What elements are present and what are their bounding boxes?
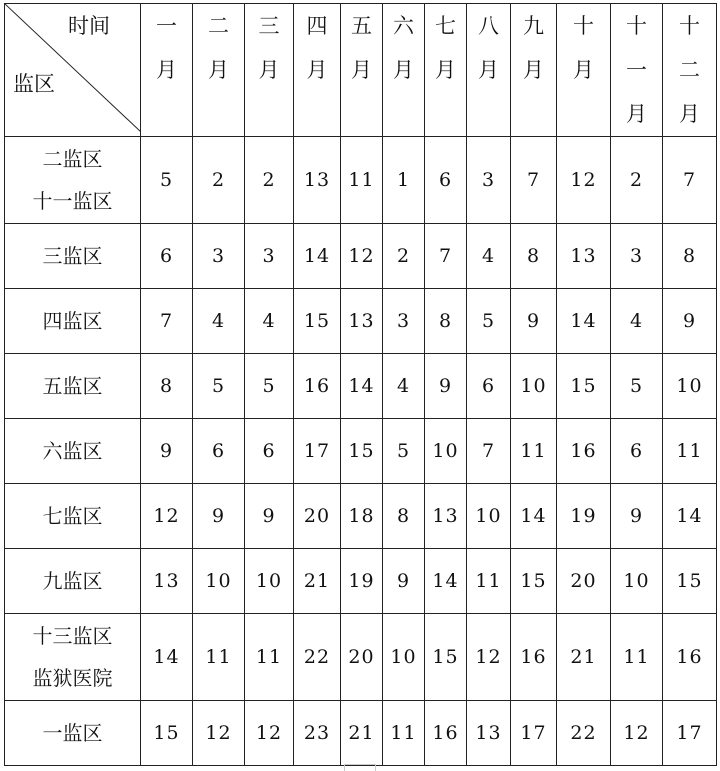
day-cell: 14	[294, 224, 341, 289]
day-cell: 3	[383, 289, 425, 354]
day-cell: 11	[663, 419, 717, 484]
day-cell: 4	[611, 289, 663, 354]
day-cell: 6	[245, 419, 294, 484]
day-cell: 10	[383, 614, 425, 701]
day-cell: 11	[245, 614, 294, 701]
region-cell	[5, 224, 141, 289]
month-header-char: 月	[306, 58, 328, 82]
month-header-char: 月	[478, 58, 499, 82]
day-cell: 11	[193, 614, 245, 701]
month-header-9	[511, 4, 557, 137]
day-cell: 9	[193, 484, 245, 549]
day-cell: 11	[511, 419, 557, 484]
day-cell: 4	[467, 224, 511, 289]
region-name: 十一监区	[32, 189, 113, 213]
day-cell: 21	[341, 701, 383, 766]
day-cell: 15	[141, 701, 193, 766]
month-header-3	[245, 4, 294, 137]
region-cell	[5, 419, 141, 484]
day-cell: 9	[663, 289, 717, 354]
day-cell: 5	[141, 137, 193, 224]
day-cell: 2	[245, 137, 294, 224]
day-cell: 13	[425, 484, 467, 549]
day-cell: 6	[425, 137, 467, 224]
day-cell: 2	[193, 137, 245, 224]
day-cell: 16	[511, 614, 557, 701]
month-header-char: 一	[626, 58, 647, 82]
day-cell: 23	[294, 701, 341, 766]
month-header-char: 八	[478, 14, 499, 38]
day-cell: 7	[663, 137, 717, 224]
month-header-10	[557, 4, 611, 137]
day-cell: 10	[425, 419, 467, 484]
region-name: 一监区	[42, 721, 103, 745]
month-header-char: 月	[351, 58, 372, 82]
corner-header-cell	[5, 4, 141, 137]
month-header-char: 六	[393, 14, 414, 38]
day-cell: 5	[383, 419, 425, 484]
day-cell: 9	[611, 484, 663, 549]
day-cell: 10	[467, 484, 511, 549]
day-cell: 16	[557, 419, 611, 484]
table-row	[5, 484, 717, 549]
day-cell: 22	[557, 701, 611, 766]
region-name: 二监区	[42, 147, 103, 171]
month-header-char: 月	[573, 58, 594, 82]
month-header-char: 十	[679, 14, 700, 38]
month-header-char: 月	[523, 58, 544, 82]
day-cell: 20	[294, 484, 341, 549]
day-cell: 10	[663, 354, 717, 419]
day-cell: 10	[511, 354, 557, 419]
month-header-7	[425, 4, 467, 137]
day-cell: 16	[294, 354, 341, 419]
day-cell: 6	[193, 419, 245, 484]
day-cell: 11	[341, 137, 383, 224]
month-header-char: 月	[626, 102, 647, 126]
month-header-char: 月	[393, 58, 414, 82]
day-cell: 17	[294, 419, 341, 484]
month-header-char: 十	[626, 14, 647, 38]
day-cell: 14	[557, 289, 611, 354]
month-header-char: 四	[306, 14, 328, 38]
day-cell: 3	[467, 137, 511, 224]
month-header-11	[611, 4, 663, 137]
day-cell: 5	[611, 354, 663, 419]
region-cell	[5, 484, 141, 549]
day-cell: 14	[663, 484, 717, 549]
region-name: 监狱医院	[32, 666, 113, 690]
header-row	[5, 4, 717, 137]
day-cell: 15	[511, 549, 557, 614]
table-row	[5, 614, 717, 701]
table-row	[5, 701, 717, 766]
day-cell: 12	[245, 701, 294, 766]
schedule-table	[4, 3, 717, 766]
region-name: 七监区	[42, 504, 103, 528]
day-cell: 8	[383, 484, 425, 549]
day-cell: 6	[611, 419, 663, 484]
day-cell: 20	[557, 549, 611, 614]
region-name: 五监区	[42, 374, 103, 398]
month-header-char: 九	[523, 14, 544, 38]
day-cell: 15	[663, 549, 717, 614]
day-cell: 7	[467, 419, 511, 484]
month-header-char: 月	[679, 102, 700, 126]
day-cell: 3	[193, 224, 245, 289]
region-name: 九监区	[42, 569, 103, 593]
day-cell: 13	[557, 224, 611, 289]
day-cell: 6	[467, 354, 511, 419]
day-cell: 1	[383, 137, 425, 224]
day-cell: 15	[557, 354, 611, 419]
day-cell: 12	[467, 614, 511, 701]
day-cell: 5	[193, 354, 245, 419]
region-cell	[5, 701, 141, 766]
day-cell: 4	[383, 354, 425, 419]
month-header-2	[193, 4, 245, 137]
day-cell: 8	[141, 354, 193, 419]
day-cell: 17	[511, 701, 557, 766]
region-name: 三监区	[42, 244, 103, 268]
day-cell: 7	[141, 289, 193, 354]
day-cell: 14	[141, 614, 193, 701]
month-header-char: 月	[435, 58, 456, 82]
day-cell: 11	[611, 614, 663, 701]
day-cell: 4	[245, 289, 294, 354]
day-cell: 9	[425, 354, 467, 419]
day-cell: 16	[663, 614, 717, 701]
day-cell: 12	[193, 701, 245, 766]
month-header-6	[383, 4, 425, 137]
day-cell: 8	[425, 289, 467, 354]
month-header-char: 三	[258, 14, 280, 38]
day-cell: 11	[467, 549, 511, 614]
day-cell: 14	[511, 484, 557, 549]
day-cell: 3	[611, 224, 663, 289]
day-cell: 12	[141, 484, 193, 549]
day-cell: 10	[245, 549, 294, 614]
month-header-char: 月	[258, 58, 280, 82]
day-cell: 14	[341, 354, 383, 419]
table-row	[5, 224, 717, 289]
table-row	[5, 137, 717, 224]
month-header-4	[294, 4, 341, 137]
region-cell	[5, 137, 141, 224]
day-cell: 4	[193, 289, 245, 354]
day-cell: 10	[611, 549, 663, 614]
day-cell: 2	[611, 137, 663, 224]
day-cell: 18	[341, 484, 383, 549]
region-cell	[5, 614, 141, 701]
day-cell: 21	[294, 549, 341, 614]
month-header-8	[467, 4, 511, 137]
region-cell	[5, 549, 141, 614]
day-cell: 13	[141, 549, 193, 614]
day-cell: 20	[341, 614, 383, 701]
schedule-table-container	[4, 3, 716, 766]
day-cell: 9	[383, 549, 425, 614]
month-header-char: 二	[679, 58, 700, 82]
table-body	[5, 137, 717, 766]
day-cell: 3	[245, 224, 294, 289]
region-name: 四监区	[42, 309, 103, 333]
month-header-char: 月	[156, 58, 177, 82]
table-row	[5, 419, 717, 484]
day-cell: 7	[511, 137, 557, 224]
month-header-char: 二	[208, 14, 229, 38]
day-cell: 19	[557, 484, 611, 549]
month-header-5	[341, 4, 383, 137]
day-cell: 21	[557, 614, 611, 701]
day-cell: 16	[425, 701, 467, 766]
day-cell: 15	[294, 289, 341, 354]
region-cell	[5, 354, 141, 419]
table-row	[5, 549, 717, 614]
table-row	[5, 289, 717, 354]
day-cell: 8	[663, 224, 717, 289]
month-header-char: 月	[208, 58, 229, 82]
day-cell: 5	[467, 289, 511, 354]
day-cell: 9	[511, 289, 557, 354]
day-cell: 11	[383, 701, 425, 766]
day-cell: 14	[425, 549, 467, 614]
region-name: 十三监区	[32, 624, 113, 648]
month-header-char: 十	[573, 14, 594, 38]
region-name: 六监区	[42, 439, 103, 463]
corner-region-label: 监区	[13, 72, 55, 96]
day-cell: 15	[425, 614, 467, 701]
day-cell: 2	[383, 224, 425, 289]
day-cell: 5	[245, 354, 294, 419]
month-header-char: 七	[435, 14, 456, 38]
month-header-1	[141, 4, 193, 137]
day-cell: 13	[294, 137, 341, 224]
corner-time-label: 时间	[68, 14, 110, 38]
day-cell: 12	[341, 224, 383, 289]
month-header-char: 一	[156, 14, 177, 38]
day-cell: 9	[141, 419, 193, 484]
day-cell: 13	[467, 701, 511, 766]
day-cell: 15	[341, 419, 383, 484]
table-row	[5, 354, 717, 419]
day-cell: 12	[557, 137, 611, 224]
day-cell: 6	[141, 224, 193, 289]
day-cell: 12	[611, 701, 663, 766]
day-cell: 9	[245, 484, 294, 549]
day-cell: 17	[663, 701, 717, 766]
month-header-12	[663, 4, 717, 137]
day-cell: 13	[341, 289, 383, 354]
month-header-char: 五	[351, 14, 372, 38]
day-cell: 8	[511, 224, 557, 289]
day-cell: 19	[341, 549, 383, 614]
day-cell: 10	[193, 549, 245, 614]
region-cell	[5, 289, 141, 354]
day-cell: 22	[294, 614, 341, 701]
day-cell: 7	[425, 224, 467, 289]
